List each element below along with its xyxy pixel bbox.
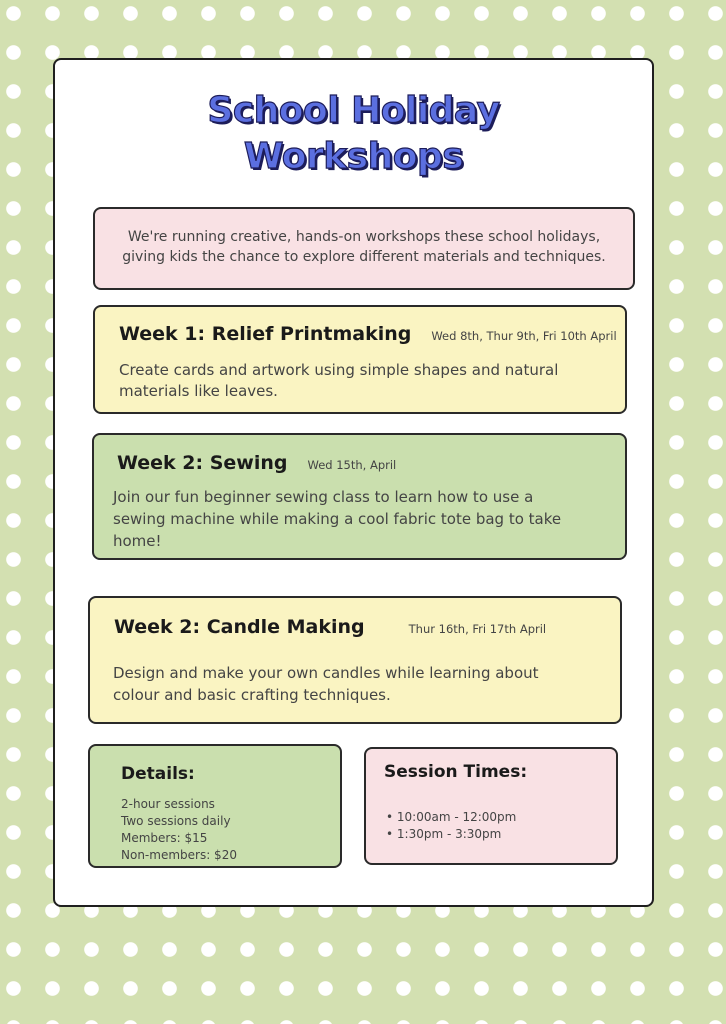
details-item: Two sessions daily bbox=[121, 814, 231, 828]
workshop-description bbox=[113, 662, 539, 706]
title-line-1: School Holiday bbox=[207, 90, 500, 131]
session-times-list bbox=[386, 809, 516, 843]
workshop-description bbox=[119, 360, 558, 402]
details-box bbox=[88, 744, 342, 868]
details-list bbox=[121, 796, 237, 864]
workshop-card-printmaking bbox=[93, 305, 627, 414]
workshop-dates: Wed 15th, April bbox=[307, 458, 397, 472]
workshop-description bbox=[113, 486, 561, 552]
details-item: Non-members: $20 bbox=[121, 848, 237, 862]
workshop-card-candle-making bbox=[88, 596, 622, 724]
session-time-item: • 10:00am - 12:00pm bbox=[386, 810, 517, 824]
workshop-card-sewing bbox=[92, 433, 627, 560]
session-times-box bbox=[364, 747, 618, 865]
desc-line: colour and basic crafting techniques. bbox=[113, 686, 391, 704]
session-times-title: Session Times: bbox=[384, 762, 528, 782]
desc-line: materials like leaves. bbox=[119, 382, 278, 400]
flyer-card bbox=[53, 58, 654, 907]
flyer-title bbox=[55, 88, 652, 180]
intro-line-1: We're running creative, hands-on workshops these school holidays, bbox=[127, 229, 601, 245]
intro-box bbox=[93, 207, 635, 290]
workshop-dates: Wed 8th, Thur 9th, Fri 10th April bbox=[431, 329, 617, 343]
desc-line: Design and make your own candles while learning about bbox=[113, 664, 539, 682]
session-time-item: • 1:30pm - 3:30pm bbox=[386, 827, 502, 841]
details-item: 2-hour sessions bbox=[121, 797, 215, 811]
workshop-dates: Thur 16th, Fri 17th April bbox=[408, 622, 547, 636]
desc-line: Create cards and artwork using simple shapes and natural bbox=[119, 361, 559, 379]
desc-line: Join our fun beginner sewing class to learn how to use a bbox=[113, 488, 534, 506]
details-item: Members: $15 bbox=[121, 831, 208, 845]
desc-line: sewing machine while making a cool fabric tote bag to take bbox=[113, 510, 562, 528]
desc-line: home! bbox=[113, 532, 162, 550]
title-line-2: Workshops bbox=[243, 136, 464, 177]
workshop-title: Week 1: Relief Printmaking bbox=[119, 323, 412, 345]
intro-line-2: giving kids the chance to explore different materials and techniques. bbox=[122, 249, 606, 265]
details-title: Details: bbox=[121, 764, 195, 784]
workshop-title: Week 2: Candle Making bbox=[114, 616, 365, 638]
workshop-title: Week 2: Sewing bbox=[117, 452, 288, 474]
